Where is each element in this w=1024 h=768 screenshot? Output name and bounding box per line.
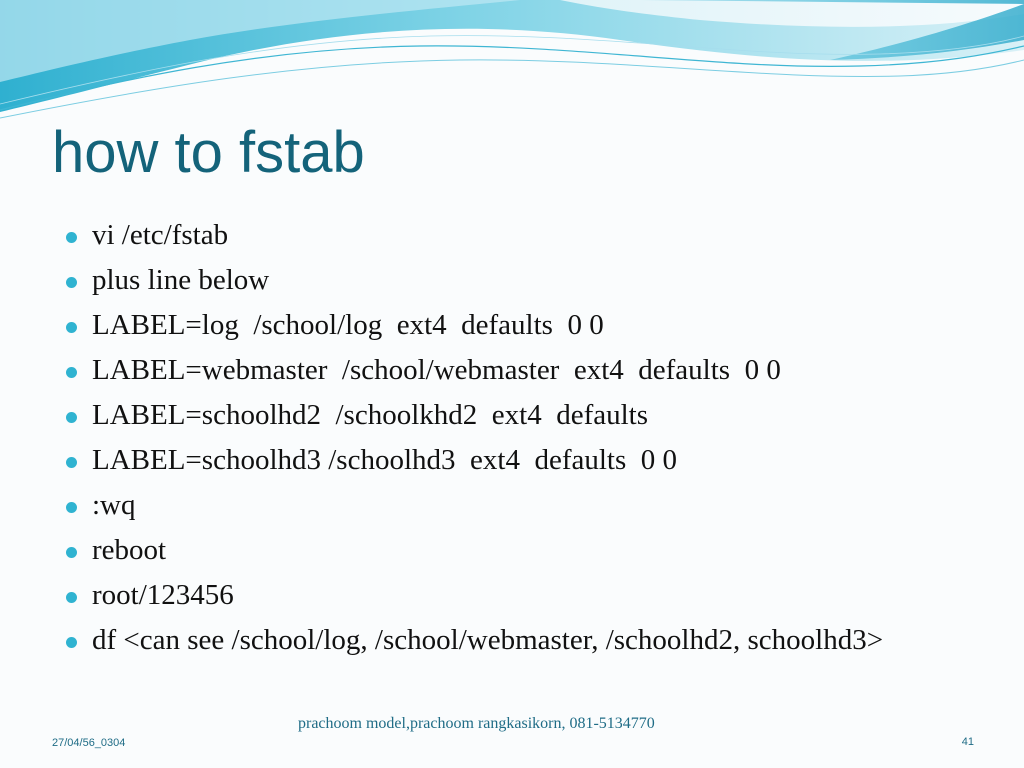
bullet-item (64, 488, 964, 522)
bullet-item (64, 263, 964, 297)
bullet-dot-icon (66, 502, 77, 513)
bullet-item (64, 353, 964, 387)
bullet-dot-icon (66, 412, 77, 423)
bullet-dot-icon (66, 322, 77, 333)
bullet-text: vi /etc/fstab (92, 219, 229, 251)
bullet-item (64, 533, 964, 567)
bullet-dot-icon (66, 457, 77, 468)
bullet-item (64, 218, 964, 252)
bullet-item (64, 623, 964, 657)
header-wave-decoration (0, 0, 1024, 130)
bullet-text: LABEL=log /school/log ext4 defaults 0 0 (92, 309, 604, 341)
slide-title: how to fstab (52, 120, 365, 185)
bullet-text: df <can see /school/log, /school/webmaster, /schoolhd2, schoolhd3> (92, 624, 884, 656)
bullet-dot-icon (66, 637, 77, 648)
bullet-text: :wq (92, 489, 136, 521)
footer-author: prachoom model,prachoom rangkasikorn, 081-5134770 (298, 715, 655, 732)
bullet-text: LABEL=schoolhd2 /schoolkhd2 ext4 defaults (92, 399, 648, 431)
bullet-item (64, 398, 964, 432)
bullet-text: LABEL=schoolhd3 /schoolhd3 ext4 defaults 0 0 (92, 444, 677, 476)
bullet-item (64, 308, 964, 342)
bullet-dot-icon (66, 547, 77, 558)
bullet-text: plus line below (92, 264, 270, 296)
bullet-dot-icon (66, 277, 77, 288)
bullet-dot-icon (66, 367, 77, 378)
bullet-text: LABEL=webmaster /school/webmaster ext4 defaults 0 0 (92, 354, 781, 386)
bullet-dot-icon (66, 232, 77, 243)
bullet-item (64, 443, 964, 477)
bullet-text: root/123456 (92, 579, 234, 611)
page-number: 41 (961, 736, 974, 748)
bullet-list (64, 218, 964, 668)
footer-date: 27/04/56_0304 (52, 737, 126, 749)
bullet-text: reboot (92, 534, 167, 566)
bullet-dot-icon (66, 592, 77, 603)
bullet-item (64, 578, 964, 612)
